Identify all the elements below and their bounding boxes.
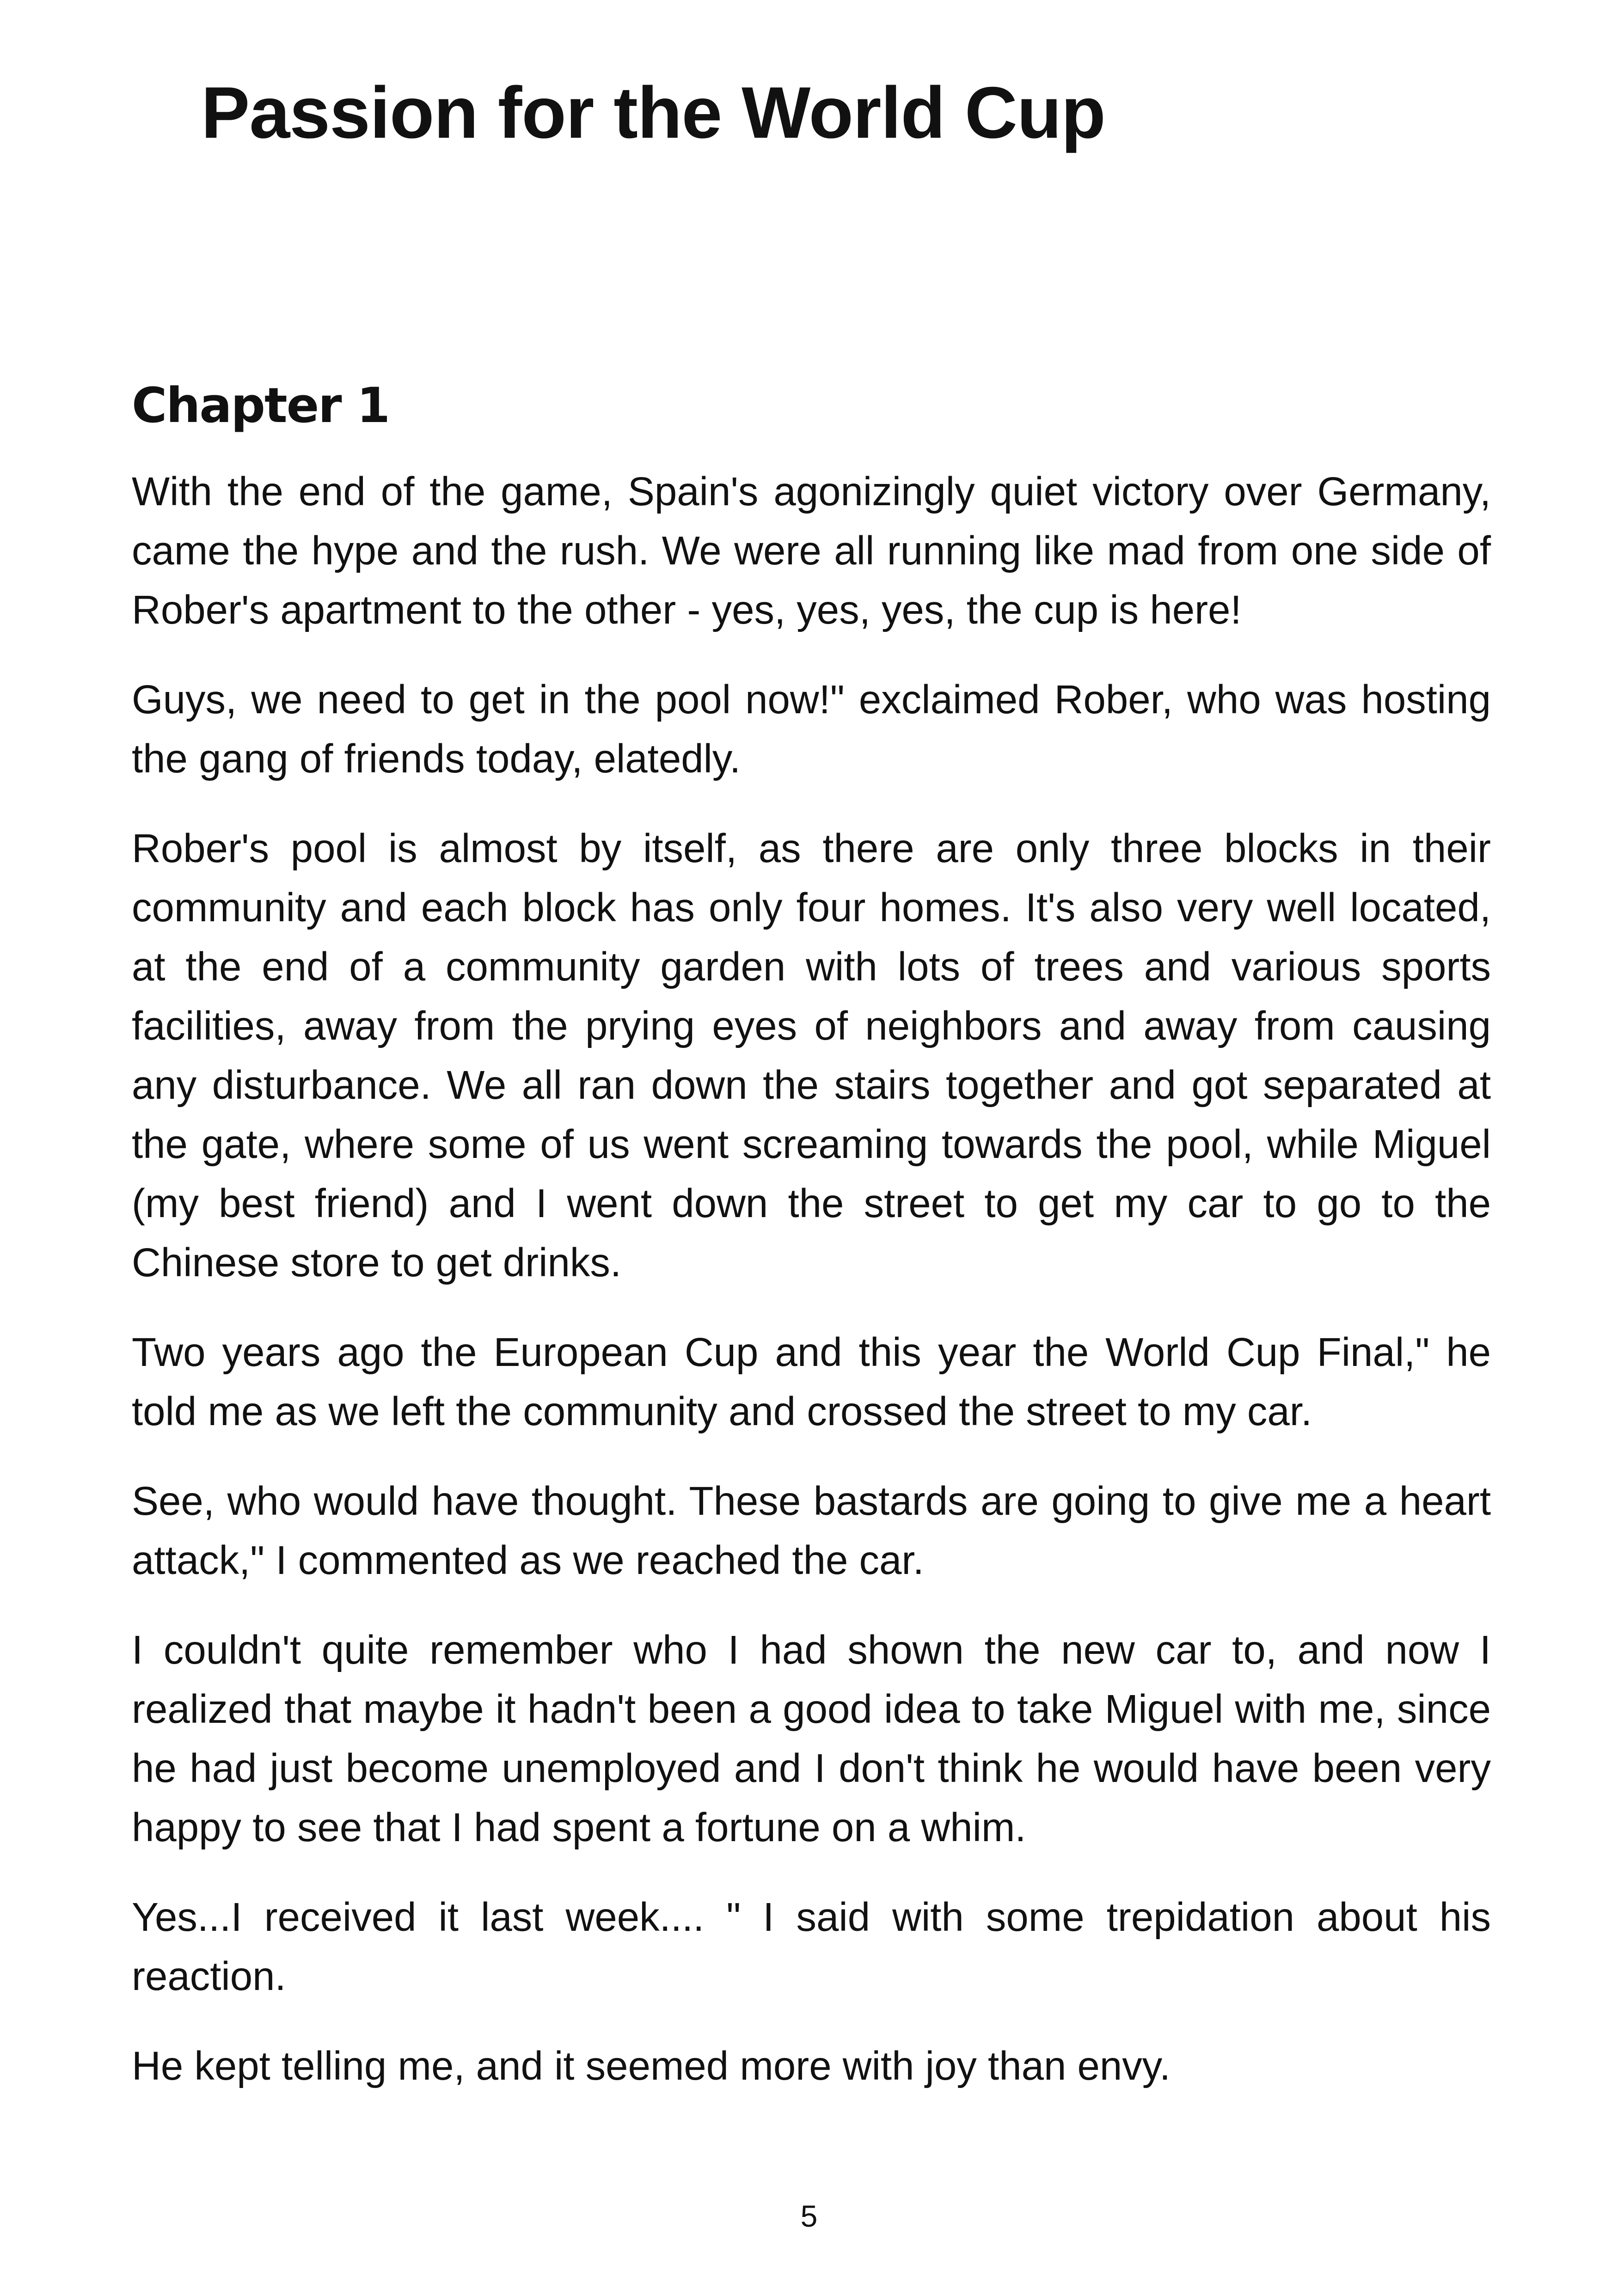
chapter-heading: Chapter 1 [132,377,390,434]
paragraph: Rober's pool is almost by itself, as there are only three blocks in their community and each block has only four homes. It's also very well located, at the end of a community garden with lots of trees and various sports facilities, away from the prying eyes of neighbors and away from causing any disturbance. We all ran down the stairs together and got separated at the gate, where some of us went screaming towards the pool, while Miguel (my best friend) and I went down the street to get my car to go to the Chinese store to get drinks. [132,826,1491,1285]
paragraph: With the end of the game, Spain's agonizingly quiet victory over Germany, came the hype and the rush. We were all running like mad from one side of Rober's apartment to the other - yes, yes, yes, the cup is here! [132,469,1491,632]
page-number: 5 [800,2199,818,2233]
paragraph: I couldn't quite remember who I had shown the new car to, and now I realized that maybe it hadn't been a good idea to take Miguel with me, since he had just become unemployed and I don't think he would have been very happy to see that I had spent a fortune on a whim. [132,1628,1491,1850]
paragraph: Guys, we need to get in the pool now!" exclaimed Rober, who was hosting the gang of friends today, elatedly. [132,677,1491,781]
paragraph: Yes...I received it last week.... " I said with some trepidation about his reaction. [132,1895,1491,1999]
paragraph: Two years ago the European Cup and this year the World Cup Final," he told me as we left the community and crossed the street to my car. [132,1330,1491,1434]
paragraph: He kept telling me, and it seemed more with joy than envy. [132,2044,1171,2088]
paragraph: See, who would have thought. These bastards are going to give me a heart attack," I commented as we reached the car. [132,1479,1491,1583]
book-title: Passion for the World Cup [201,72,1105,153]
chapter-body [132,462,1491,2126]
